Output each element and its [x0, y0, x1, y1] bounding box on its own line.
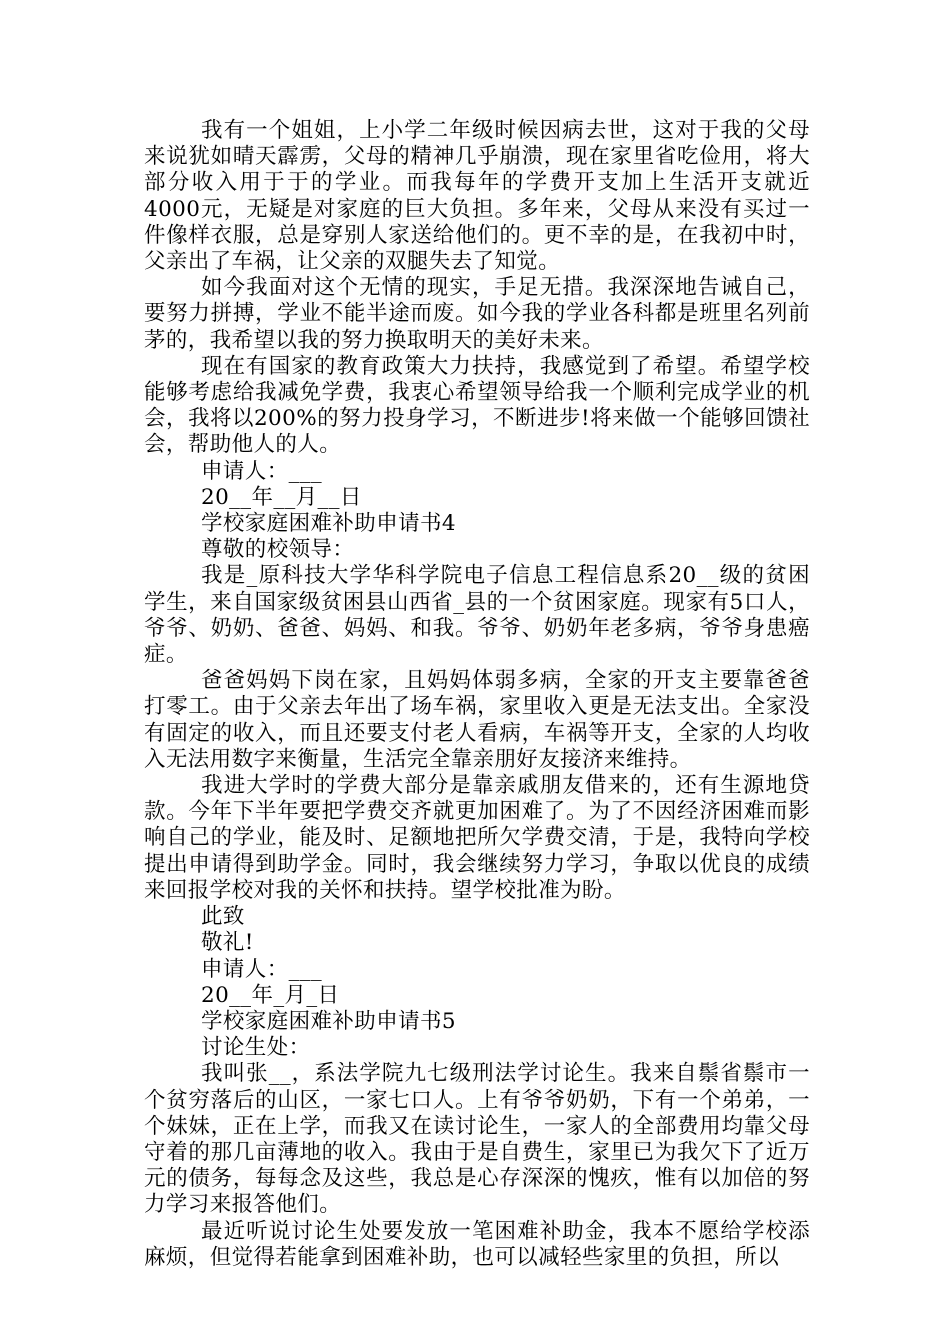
paragraph: 我是_原科技大学华科学院电子信息工程信息系20__级的贫困学生，来自国家级贫困县山西省_县的一个贫困家庭。现家有5口人，爷爷、奶奶、爸爸、妈妈、和我。爷爷、奶奶年老多病，爷爷身患癌症。: [144, 563, 810, 668]
section-title: 学校家庭困难补助申请书4: [201, 511, 456, 537]
paragraph: 如今我面对这个无情的现实，手足无措。我深深地告诫自己，要努力拼搏，学业不能半途而废。如今我的学业各科都是班里名列前茅的，我希望以我的努力换取明天的美好未来。: [144, 275, 810, 353]
document-page: [144, 118, 810, 1271]
closing-line: 此致: [201, 904, 245, 930]
applicant-line: 申请人：___: [201, 956, 323, 982]
closing-line: 敬礼!: [201, 930, 254, 956]
date-line: 20__年_月_日: [201, 982, 340, 1008]
paragraph: 我有一个姐姐，上小学二年级时候因病去世，这对于我的父母来说犹如晴天霹雳，父母的精神几乎崩溃，现在家里省吃俭用，将大部分收入用于于的学业。而我每年的学费开支加上生活开支就近4000元，无疑是对家庭的巨大负担。多年来，父母从来没有买过一件像样衣服，总是穿别人家送给他们的。更不幸的是，在我初中时，父亲出了车祸，让父亲的双腿失去了知觉。: [144, 118, 810, 275]
section-title: 学校家庭困难补助申请书5: [201, 1008, 456, 1034]
paragraph: 现在有国家的教育政策大力扶持，我感觉到了希望。希望学校能够考虑给我减免学费，我衷心希望领导给我一个顺利完成学业的机会，我将以200%的努力投身学习，不断进步!将来做一个能够回馈社会，帮助他人的人。: [144, 353, 810, 458]
applicant-line: 申请人：___: [201, 458, 323, 484]
salutation: 尊敬的校领导：: [201, 537, 355, 563]
salutation: 讨论生处：: [201, 1035, 311, 1061]
paragraph: 我叫张__，系法学院九七级刑法学讨论生。我来自鬃省鬃市一个贫穷落后的山区，一家七口人。上有爷爷奶奶，下有一个弟弟，一个妹妹，正在上学，而我又在读讨论生，一家人的全部费用均靠父母守着的那几亩薄地的收入。我由于是自费生，家里已为我欠下了近万元的债务，每每念及这些，我总是心存深深的愧疚，惟有以加倍的努力学习来报答他们。: [144, 1061, 810, 1218]
paragraph: 爸爸妈妈下岗在家，且妈妈体弱多病，全家的开支主要靠爸爸打零工。由于父亲去年出了场车祸，家里收入更是无法支出。全家没有固定的收入，而且还要支付老人看病，车祸等开支，全家的人均收入无法用数字来衡量，生活完全靠亲朋好友接济来维持。: [144, 668, 810, 772]
paragraph: 最近听说讨论生处要发放一笔困难补助金，我本不愿给学校添麻烦，但觉得若能拿到困难补助，也可以减轻些家里的负担，所以: [144, 1218, 810, 1270]
paragraph: 我进大学时的学费大部分是靠亲戚朋友借来的，还有生源地贷款。今年下半年要把学费交齐就更加困难了。为了不因经济困难而影响自己的学业，能及时、足额地把所欠学费交清，于是，我特向学校提出申请得到助学金。同时，我会继续努力学习，争取以优良的成绩来回报学校对我的关怀和扶持。望学校批准为盼。: [144, 773, 810, 903]
date-line: 20__年__月__日: [201, 484, 362, 510]
